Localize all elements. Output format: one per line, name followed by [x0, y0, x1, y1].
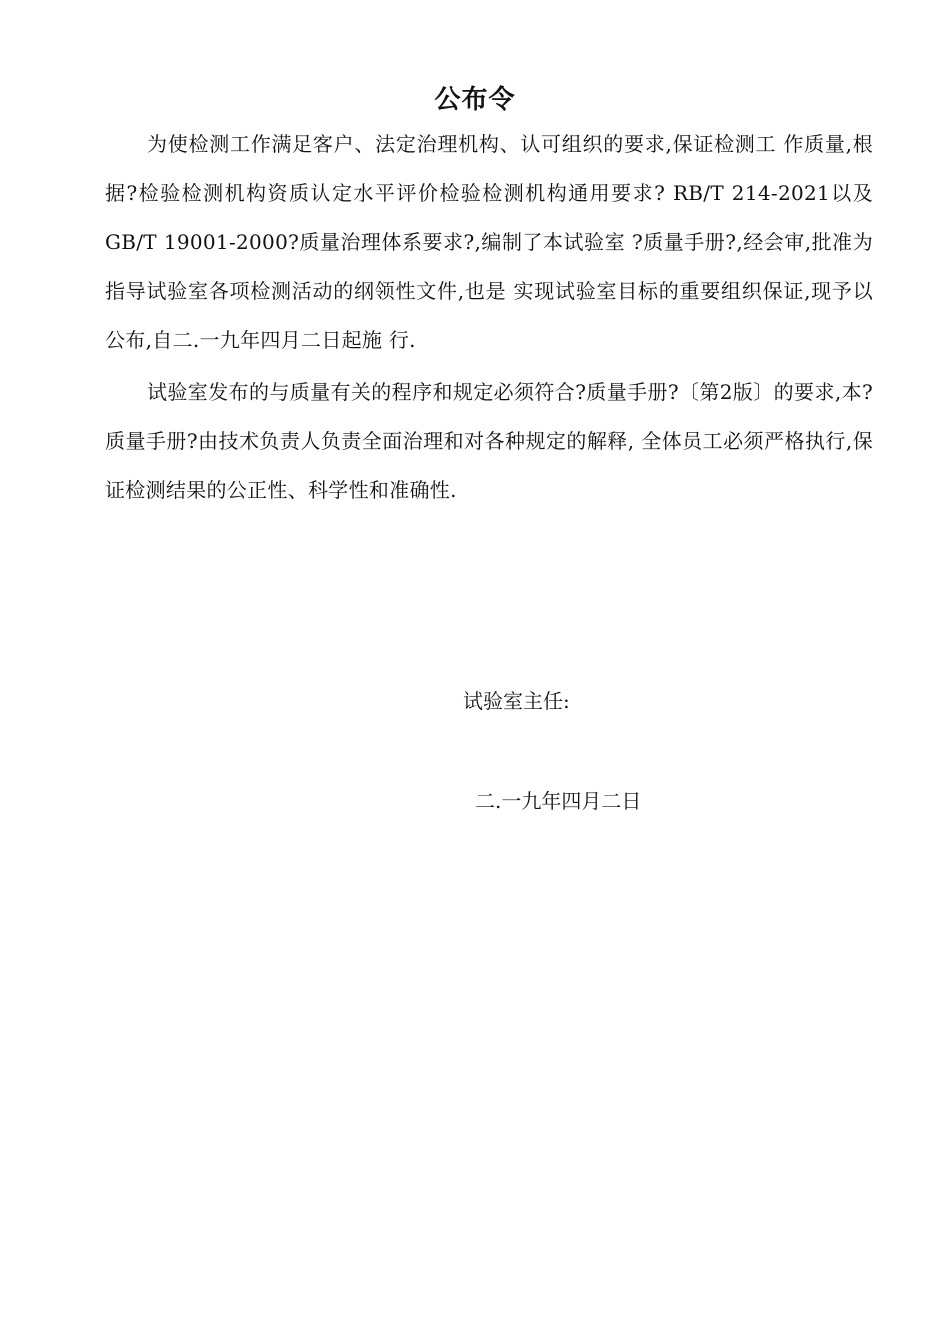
signature-date: 二.一九年四月二日	[475, 789, 642, 813]
signature-label: 试验室主任:	[463, 689, 570, 713]
paragraph-announcement: 为使检测工作满足客户、法定治理机构、认可组织的要求,保证检测工 作质量,根据?检验检测机构资质认定水平评价检验检测机构通用要求? RB/T 214-2021以及GB/T 19001-2000?质量治理体系要求?,编制了本试验室 ?质量手册?,经会审,批准为指导试验室各项检测活动的纲领性文件,也是 实现试验室目标的重要组织保证,现予以公布,自二.一九年四月二日起施 行.	[105, 132, 873, 352]
paragraph-requirements: 试验室发布的与质量有关的程序和规定必须符合?质量手册?〔第2版〕的要求,本?质量手册?由技术负责人负责全面治理和对各种规定的解释, 全体员工必须严格执行,保证检测结果的公正性、科学性和准确性.	[105, 380, 873, 502]
document-title: 公布令	[434, 85, 516, 115]
